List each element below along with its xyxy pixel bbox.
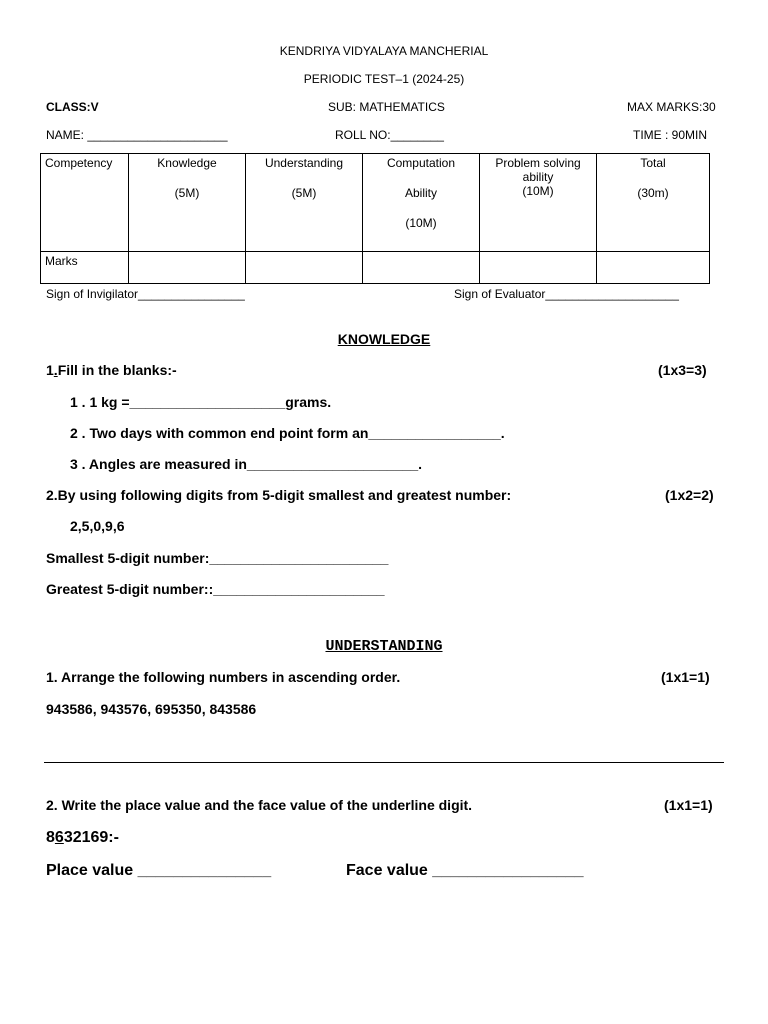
knowledge-column-header: Knowledge (5M) [129, 154, 246, 252]
test-title: PERIODIC TEST–1 (2024-25) [303, 72, 465, 86]
underlined-digit: 6 [54, 829, 64, 846]
understanding-marks-cell[interactable] [246, 252, 363, 284]
u-q2-number: 8632169:- [46, 829, 119, 846]
q1-title: 1.Fill in the blanks:- [46, 362, 177, 378]
u-q1-numbers: 943586, 943576, 695350, 843586 [46, 701, 257, 717]
competency-row-label: Competency [41, 154, 129, 252]
u-q1-marks: (1x1=1) [661, 669, 710, 685]
face-value-field[interactable]: Face value _________________ [346, 862, 584, 879]
smallest-number-field[interactable]: Smallest 5-digit number:_______________________ [46, 550, 389, 566]
invigilator-sign[interactable]: Sign of Invigilator________________ [46, 287, 245, 301]
computation-column-header: Computation Ability (10M) [363, 154, 480, 252]
class-label: CLASS:V [46, 100, 99, 114]
q1-item-1[interactable]: 1 . 1 kg =____________________grams. [70, 394, 332, 410]
roll-no-field[interactable]: ROLL NO:________ [335, 128, 444, 142]
q2-marks: (1x2=2) [665, 487, 714, 503]
knowledge-heading: KNOWLEDGE [337, 331, 431, 347]
total-marks-cell[interactable] [597, 252, 710, 284]
evaluator-sign[interactable]: Sign of Evaluator____________________ [454, 287, 679, 301]
school-name: KENDRIYA VIDYALAYA MANCHERIAL [279, 44, 489, 58]
time-label: TIME : 90MIN [633, 128, 708, 142]
u-q1-title: 1. Arrange the following numbers in ascending order. [46, 669, 401, 685]
q2-title: 2.By using following digits from 5-digit smallest and greatest number: [46, 487, 512, 503]
understanding-column-header: Understanding (5M) [246, 154, 363, 252]
understanding-heading: UNDERSTANDING [325, 638, 443, 655]
problem-solving-marks-cell[interactable] [480, 252, 597, 284]
place-value-field[interactable]: Place value _______________ [46, 862, 272, 879]
q1-item-2[interactable]: 2 . Two days with common end point form an_________________. [70, 425, 505, 441]
q2-digits: 2,5,0,9,6 [70, 518, 125, 534]
competency-table [40, 153, 710, 284]
subject-label: SUB: MATHEMATICS [328, 100, 445, 114]
problem-solving-column-header: Problem solving ability (10M) [480, 154, 597, 252]
q1-marks: (1x3=3) [658, 362, 707, 378]
knowledge-marks-cell[interactable] [129, 252, 246, 284]
u-q2-title: 2. Write the place value and the face value of the underline digit. [46, 797, 473, 813]
total-column-header: Total (30m) [597, 154, 710, 252]
q1-item-3[interactable]: 3 . Angles are measured in______________________. [70, 456, 423, 472]
marks-row-label: Marks [41, 252, 129, 284]
greatest-number-field[interactable]: Greatest 5-digit number::______________________ [46, 581, 385, 597]
answer-line[interactable] [44, 762, 724, 763]
u-q2-marks: (1x1=1) [664, 797, 713, 813]
computation-marks-cell[interactable] [363, 252, 480, 284]
name-field[interactable]: NAME: _____________________ [46, 128, 228, 142]
max-marks-label: MAX MARKS:30 [627, 100, 716, 114]
